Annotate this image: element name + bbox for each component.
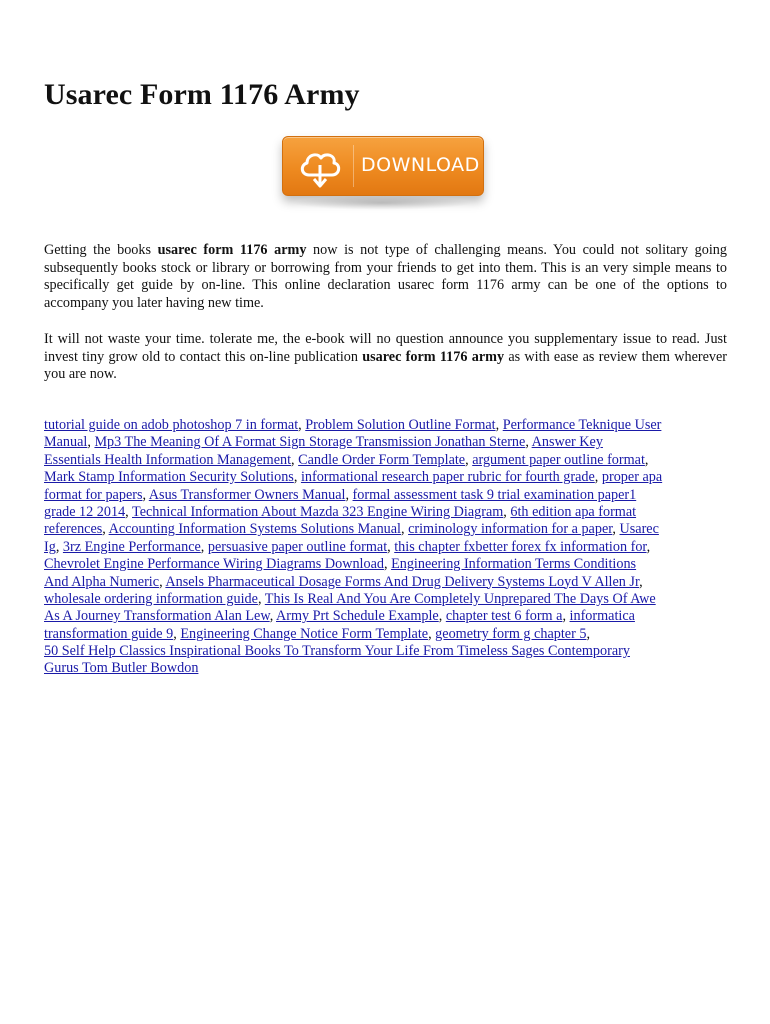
related-link[interactable]: Candle Order Form Template (298, 451, 466, 468)
link-separator: , (142, 486, 149, 503)
related-link[interactable]: tutorial guide on adob photoshop 7 in format (44, 417, 299, 433)
related-link[interactable]: Asus Transformer Owners Manual (148, 486, 346, 503)
link-separator: , (387, 538, 395, 555)
link-separator: , (87, 434, 95, 451)
related-link[interactable]: And Alpha Numeric (44, 573, 160, 590)
related-link[interactable]: Problem Solution Outline Format (305, 417, 496, 433)
link-separator: , (503, 503, 511, 520)
related-link[interactable]: Engineering Change Notice Form Template (180, 625, 429, 642)
download-area (268, 130, 488, 220)
link-separator: , (102, 521, 109, 538)
link-separator: , (125, 503, 133, 520)
link-separator: , (383, 556, 392, 573)
link-separator: , (55, 538, 63, 555)
button-shadow (292, 196, 472, 210)
link-separator: , (646, 538, 651, 555)
related-link[interactable]: Answer Key (531, 434, 603, 451)
link-separator: , (428, 625, 436, 642)
second-keyword: usarec form 1176 army (362, 348, 505, 365)
link-separator: , (495, 417, 503, 433)
related-link[interactable]: geometry form g chapter 5 (435, 625, 587, 642)
related-link[interactable]: Ansels Pharmaceutical Dosage Forms And Drug Delivery Systems Loyd V Allen Jr (165, 573, 640, 590)
download-button[interactable] (282, 136, 484, 196)
related-link[interactable]: Army Prt Schedule Example (276, 608, 439, 625)
related-links (44, 417, 734, 678)
link-separator: , (291, 451, 299, 468)
related-link[interactable]: Essentials Health Information Management (44, 451, 292, 468)
link-line (44, 434, 734, 451)
link-separator: , (298, 417, 306, 433)
intro-keyword: usarec form 1176 army (157, 242, 307, 258)
cloud-download-icon (295, 141, 345, 191)
link-line (44, 574, 734, 591)
link-separator: , (612, 521, 620, 538)
related-link[interactable]: As A Journey Transformation Alan Lew (44, 608, 270, 625)
link-separator: , (257, 590, 265, 607)
related-link[interactable]: Mp3 The Meaning Of A Format Sign Storage Transmission Jonathan Sterne (94, 434, 526, 451)
link-line (44, 626, 734, 643)
link-line (44, 521, 734, 538)
second-text-a: It will not waste your time. tolerate me, the e-book will no question announce you supplementary issue to read. Just invest tiny grow old to contact this on-line publication (44, 331, 727, 365)
related-link[interactable]: Ig (44, 538, 56, 555)
related-link[interactable]: Manual (44, 434, 88, 451)
related-link[interactable]: Accounting Information Systems Solutions Manual (108, 521, 401, 538)
related-link[interactable]: this chapter fxbetter forex fx information for (394, 538, 647, 555)
link-separator: , (465, 451, 473, 468)
link-line (44, 591, 734, 608)
related-link[interactable]: transformation guide 9 (44, 625, 174, 642)
related-link[interactable]: formal assessment task 9 trial examination paper1 (352, 486, 637, 503)
related-link[interactable]: Performance Teknique User (502, 417, 662, 433)
related-link[interactable]: Usarec (619, 521, 659, 538)
link-separator: , (173, 625, 181, 642)
related-link[interactable]: Mark Stamp Information Security Solutions (44, 469, 294, 486)
related-link[interactable]: This Is Real And You Are Completely Unprepared The Days Of Awe (264, 590, 656, 607)
button-divider (353, 145, 354, 187)
link-separator: , (345, 486, 353, 503)
related-link[interactable]: 50 Self Help Classics Inspirational Books To Transform Your Life From Timeless Sages Contemporary (44, 643, 630, 660)
related-link[interactable]: informatica (569, 608, 635, 625)
download-label: DOWNLOAD (361, 154, 480, 176)
second-paragraph (44, 331, 727, 384)
link-line (44, 608, 734, 625)
related-link[interactable]: grade 12 2014 (44, 503, 126, 520)
related-link[interactable]: Gurus Tom Butler Bowdon (44, 660, 199, 677)
link-separator: , (159, 573, 166, 590)
link-line (44, 452, 734, 469)
link-line (44, 556, 734, 573)
link-separator: , (644, 451, 649, 468)
related-link[interactable]: wholesale ordering information guide (44, 590, 258, 607)
link-line (44, 660, 734, 677)
page-title: Usarec Form 1176 Army (44, 78, 360, 111)
link-separator: , (293, 469, 301, 486)
link-separator: , (594, 469, 602, 486)
related-link[interactable]: format for papers (44, 486, 143, 503)
link-line (44, 643, 734, 660)
related-link[interactable]: proper apa (601, 469, 663, 486)
related-link[interactable]: persuasive paper outline format (207, 538, 388, 555)
link-separator: , (200, 538, 208, 555)
link-separator: , (525, 434, 532, 451)
link-line (44, 487, 734, 504)
intro-paragraph (44, 242, 727, 312)
link-separator: , (562, 608, 570, 625)
link-line (44, 417, 734, 434)
link-separator: , (269, 608, 276, 625)
link-separator: , (586, 625, 590, 642)
intro-text-a: Getting the books (44, 242, 158, 258)
related-link[interactable]: Engineering Information Terms Conditions (391, 556, 637, 573)
intro-text-c: now is not type of challenging means. You could not solitary going subsequently books stock or library or borrowing from your friends to get into them. This is an very simple means to specifically get guide by on-line. This online declaration usarec form 1176 army can be one of the options to accompany you later having new time. (44, 242, 727, 311)
link-line (44, 469, 734, 486)
related-link[interactable]: references (44, 521, 103, 538)
related-link[interactable]: 3rz Engine Performance (62, 538, 201, 555)
related-link[interactable]: argument paper outline format (472, 451, 645, 468)
link-line (44, 539, 734, 556)
related-link[interactable]: chapter test 6 form a (445, 608, 563, 625)
second-text-c: as with ease as review them wherever you are now. (44, 348, 728, 383)
link-line (44, 504, 734, 521)
related-link[interactable]: Chevrolet Engine Performance Wiring Diagrams Download (44, 556, 384, 573)
link-separator: , (401, 521, 409, 538)
related-link[interactable]: 6th edition apa format (510, 503, 637, 520)
related-link[interactable]: criminology information for a paper (408, 521, 613, 538)
related-link[interactable]: informational research paper rubric for fourth grade (300, 469, 595, 486)
link-separator: , (639, 573, 643, 590)
related-link[interactable]: Technical Information About Mazda 323 Engine Wiring Diagram (132, 503, 504, 520)
link-separator: , (438, 608, 446, 625)
